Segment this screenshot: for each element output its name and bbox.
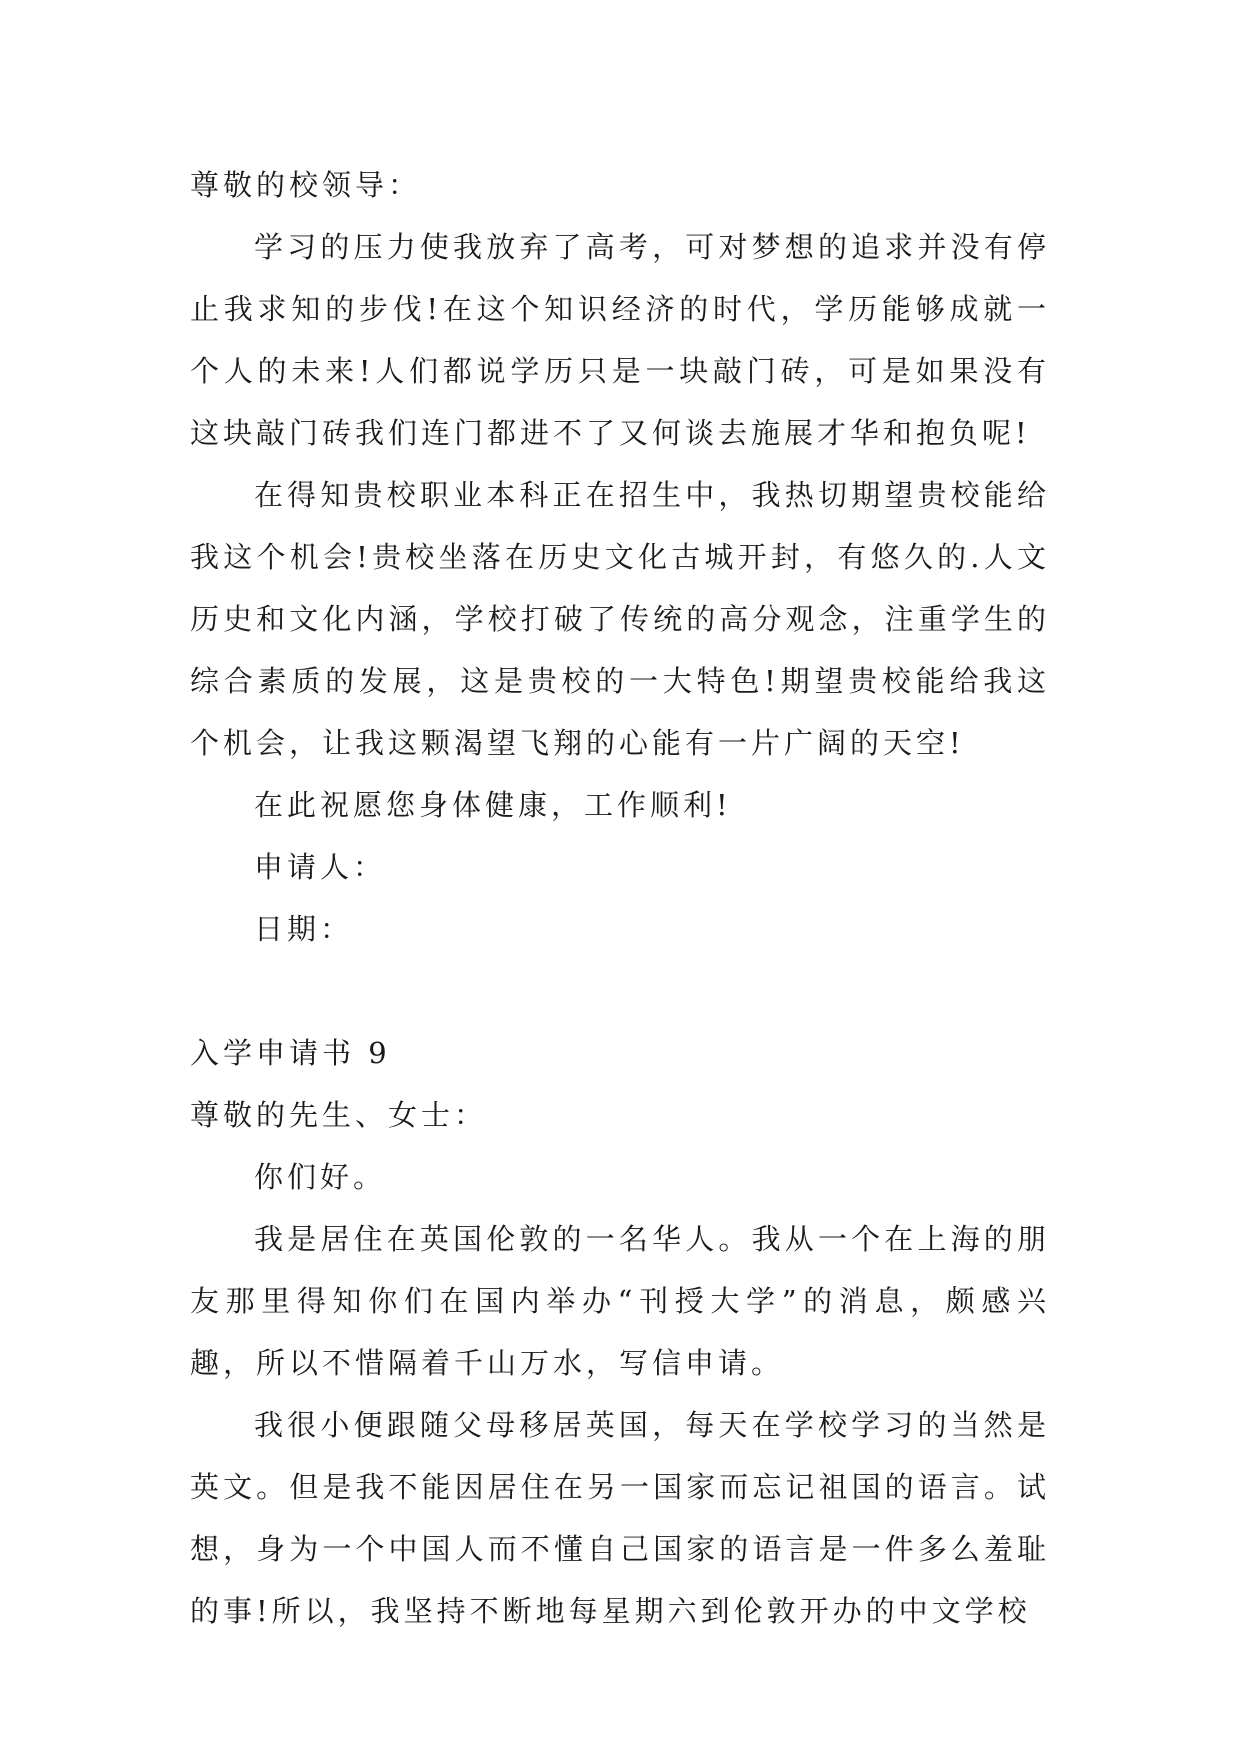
section-spacer: [190, 960, 1050, 1022]
paragraph-study-pressure: 学习的压力使我放弃了高考，可对梦想的追求并没有停止我求知的步伐!在这个知识经济的时代，学历能够成就一个人的未来!人们都说学历只是一块敲门砖，可是如果没有这块敲门砖我们连门都进不了又何谈去施展才华和抱负呢!: [190, 230, 1050, 450]
section-title: 入学申请书 9: [190, 1036, 391, 1070]
salutation-sir-madam: 尊敬的先生、女士：: [190, 1098, 488, 1132]
paragraph-london-chinese: 我是居住在英国伦敦的一名华人。我从一个在上海的朋友那里得知你们在国内举办“刊授大学”的消息，颇感兴趣，所以不惜隔着千山万水，写信申请。: [190, 1222, 1050, 1380]
document-page: [190, 154, 1050, 1642]
applicant-label: 申请人：: [254, 850, 387, 884]
salutation-school-leaders: 尊敬的校领导：: [190, 168, 422, 202]
paragraph-admission-hope: 在得知贵校职业本科正在招生中，我热切期望贵校能给我这个机会!贵校坐落在历史文化古城开封，有悠久的.人文历史和文化内涵，学校打破了传统的高分观念，注重学生的综合素质的发展，这是贵校的一大特色!期望贵校能给我这个机会，让我这颗渴望飞翔的心能有一片广阔的天空!: [190, 478, 1050, 760]
greeting: 你们好。: [254, 1160, 387, 1194]
date-label: 日期：: [254, 912, 354, 946]
paragraph-chinese-school: 我很小便跟随父母移居英国，每天在学校学习的当然是英文。但是我不能因居住在另一国家而忘记祖国的语言。试想，身为一个中国人而不懂自己国家的语言是一件多么羞耻的事!所以，我坚持不断地每星期六到伦敦开办的中文学校: [190, 1408, 1050, 1628]
closing-wishes: 在此祝愿您身体健康，工作顺利!: [254, 788, 732, 822]
